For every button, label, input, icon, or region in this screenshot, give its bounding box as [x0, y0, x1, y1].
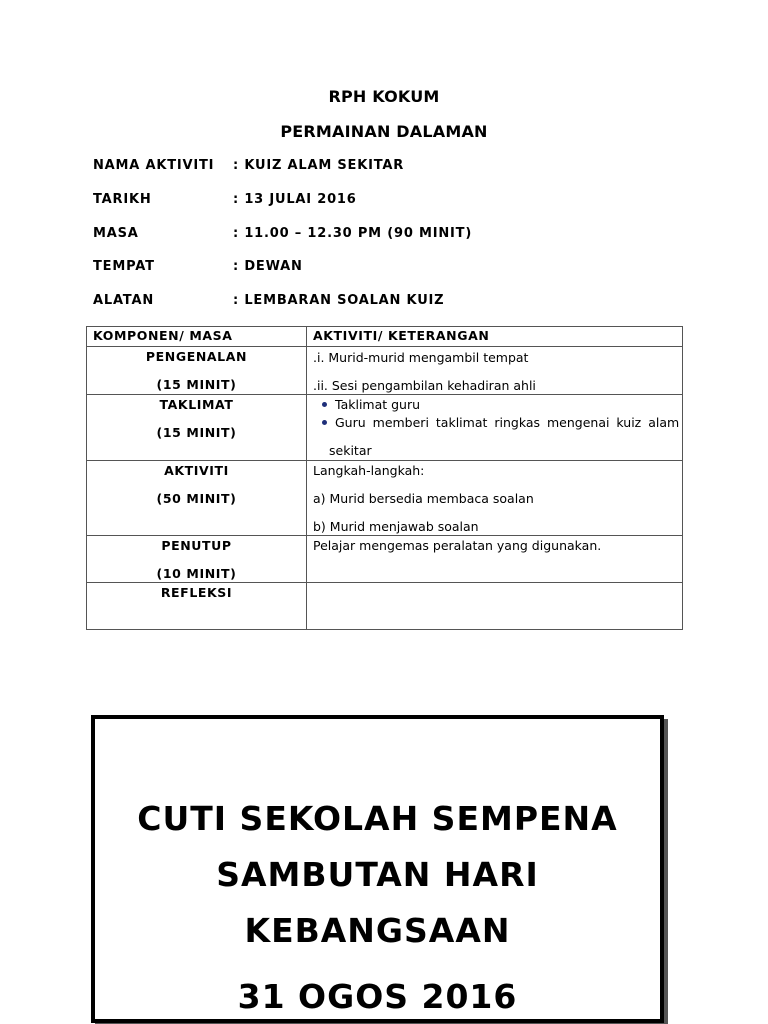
- info-label: NAMA AKTIVITI: [93, 158, 215, 173]
- component-name: TAKLIMAT: [159, 397, 234, 412]
- table-row: [87, 347, 683, 395]
- component-time: (10 MINIT): [156, 566, 237, 581]
- activity-table: [86, 326, 683, 630]
- component-name: AKTIVITI: [164, 463, 229, 478]
- component-name: PENGENALAN: [145, 349, 248, 364]
- page-title: RPH KOKUM: [328, 87, 440, 106]
- activity-cell: [307, 395, 683, 461]
- bullet-icon: [322, 420, 327, 425]
- column-header: AKTIVITI/ KETERANGAN: [307, 327, 683, 347]
- activity-cell: [307, 583, 683, 630]
- activity-line: Langkah-langkah:: [313, 463, 425, 478]
- notice-line: KEBANGSAAN: [244, 911, 511, 950]
- activity-line: a) Murid bersedia membaca soalan: [313, 491, 534, 506]
- notice-line: 31 OGOS 2016: [237, 977, 518, 1016]
- activity-cell: [307, 461, 683, 536]
- list-item: [335, 416, 682, 430]
- component-cell: [87, 395, 307, 461]
- activity-cell: [307, 536, 683, 583]
- component-name: PENUTUP: [161, 538, 232, 553]
- activity-line: Pelajar mengemas peralatan yang digunakan.: [313, 538, 602, 553]
- page-subtitle: PERMAINAN DALAMAN: [280, 122, 488, 141]
- table-row: [87, 461, 683, 536]
- component-time: (15 MINIT): [156, 425, 237, 440]
- component-cell: [87, 583, 307, 630]
- component-cell: [87, 347, 307, 395]
- info-label: TEMPAT: [93, 259, 155, 274]
- info-value: : LEMBARAN SOALAN KUIZ: [233, 293, 445, 308]
- component-time: (15 MINIT): [156, 377, 237, 392]
- activity-line: .ii. Sesi pengambilan kehadiran ahli: [313, 378, 536, 393]
- component-cell: [87, 461, 307, 536]
- activity-line: b) Murid menjawab soalan: [313, 519, 479, 534]
- component-time: (50 MINIT): [156, 491, 237, 506]
- info-label: ALATAN: [93, 293, 154, 308]
- bullet-text: Guru memberi taklimat ringkas mengenai kuiz alam: [335, 415, 680, 430]
- bullet-text: Taklimat guru: [335, 397, 421, 412]
- column-header: KOMPONEN/ MASA: [87, 327, 307, 347]
- info-value: : 13 JULAI 2016: [233, 192, 357, 207]
- info-value: : DEWAN: [233, 259, 303, 274]
- table-row: [87, 583, 683, 630]
- table-row: [87, 395, 683, 461]
- activity-line: .i. Murid-murid mengambil tempat: [313, 350, 529, 365]
- bullet-list: [313, 398, 682, 430]
- info-label: MASA: [93, 226, 139, 241]
- notice-line: SAMBUTAN HARI: [216, 855, 539, 894]
- table-header-row: [87, 327, 683, 347]
- info-label: TARIKH: [93, 192, 152, 207]
- info-value: : KUIZ ALAM SEKITAR: [233, 158, 405, 173]
- table-row: [87, 536, 683, 583]
- component-cell: [87, 536, 307, 583]
- component-name: REFLEKSI: [160, 585, 233, 600]
- bullet-icon: [322, 402, 327, 407]
- list-item: [335, 398, 682, 412]
- holiday-notice-box: [91, 715, 664, 1023]
- activity-cell: [307, 347, 683, 395]
- notice-line: CUTI SEKOLAH SEMPENA: [137, 799, 618, 838]
- bullet-continuation: sekitar: [329, 443, 372, 458]
- info-value: : 11.00 – 12.30 PM (90 MINIT): [233, 226, 473, 241]
